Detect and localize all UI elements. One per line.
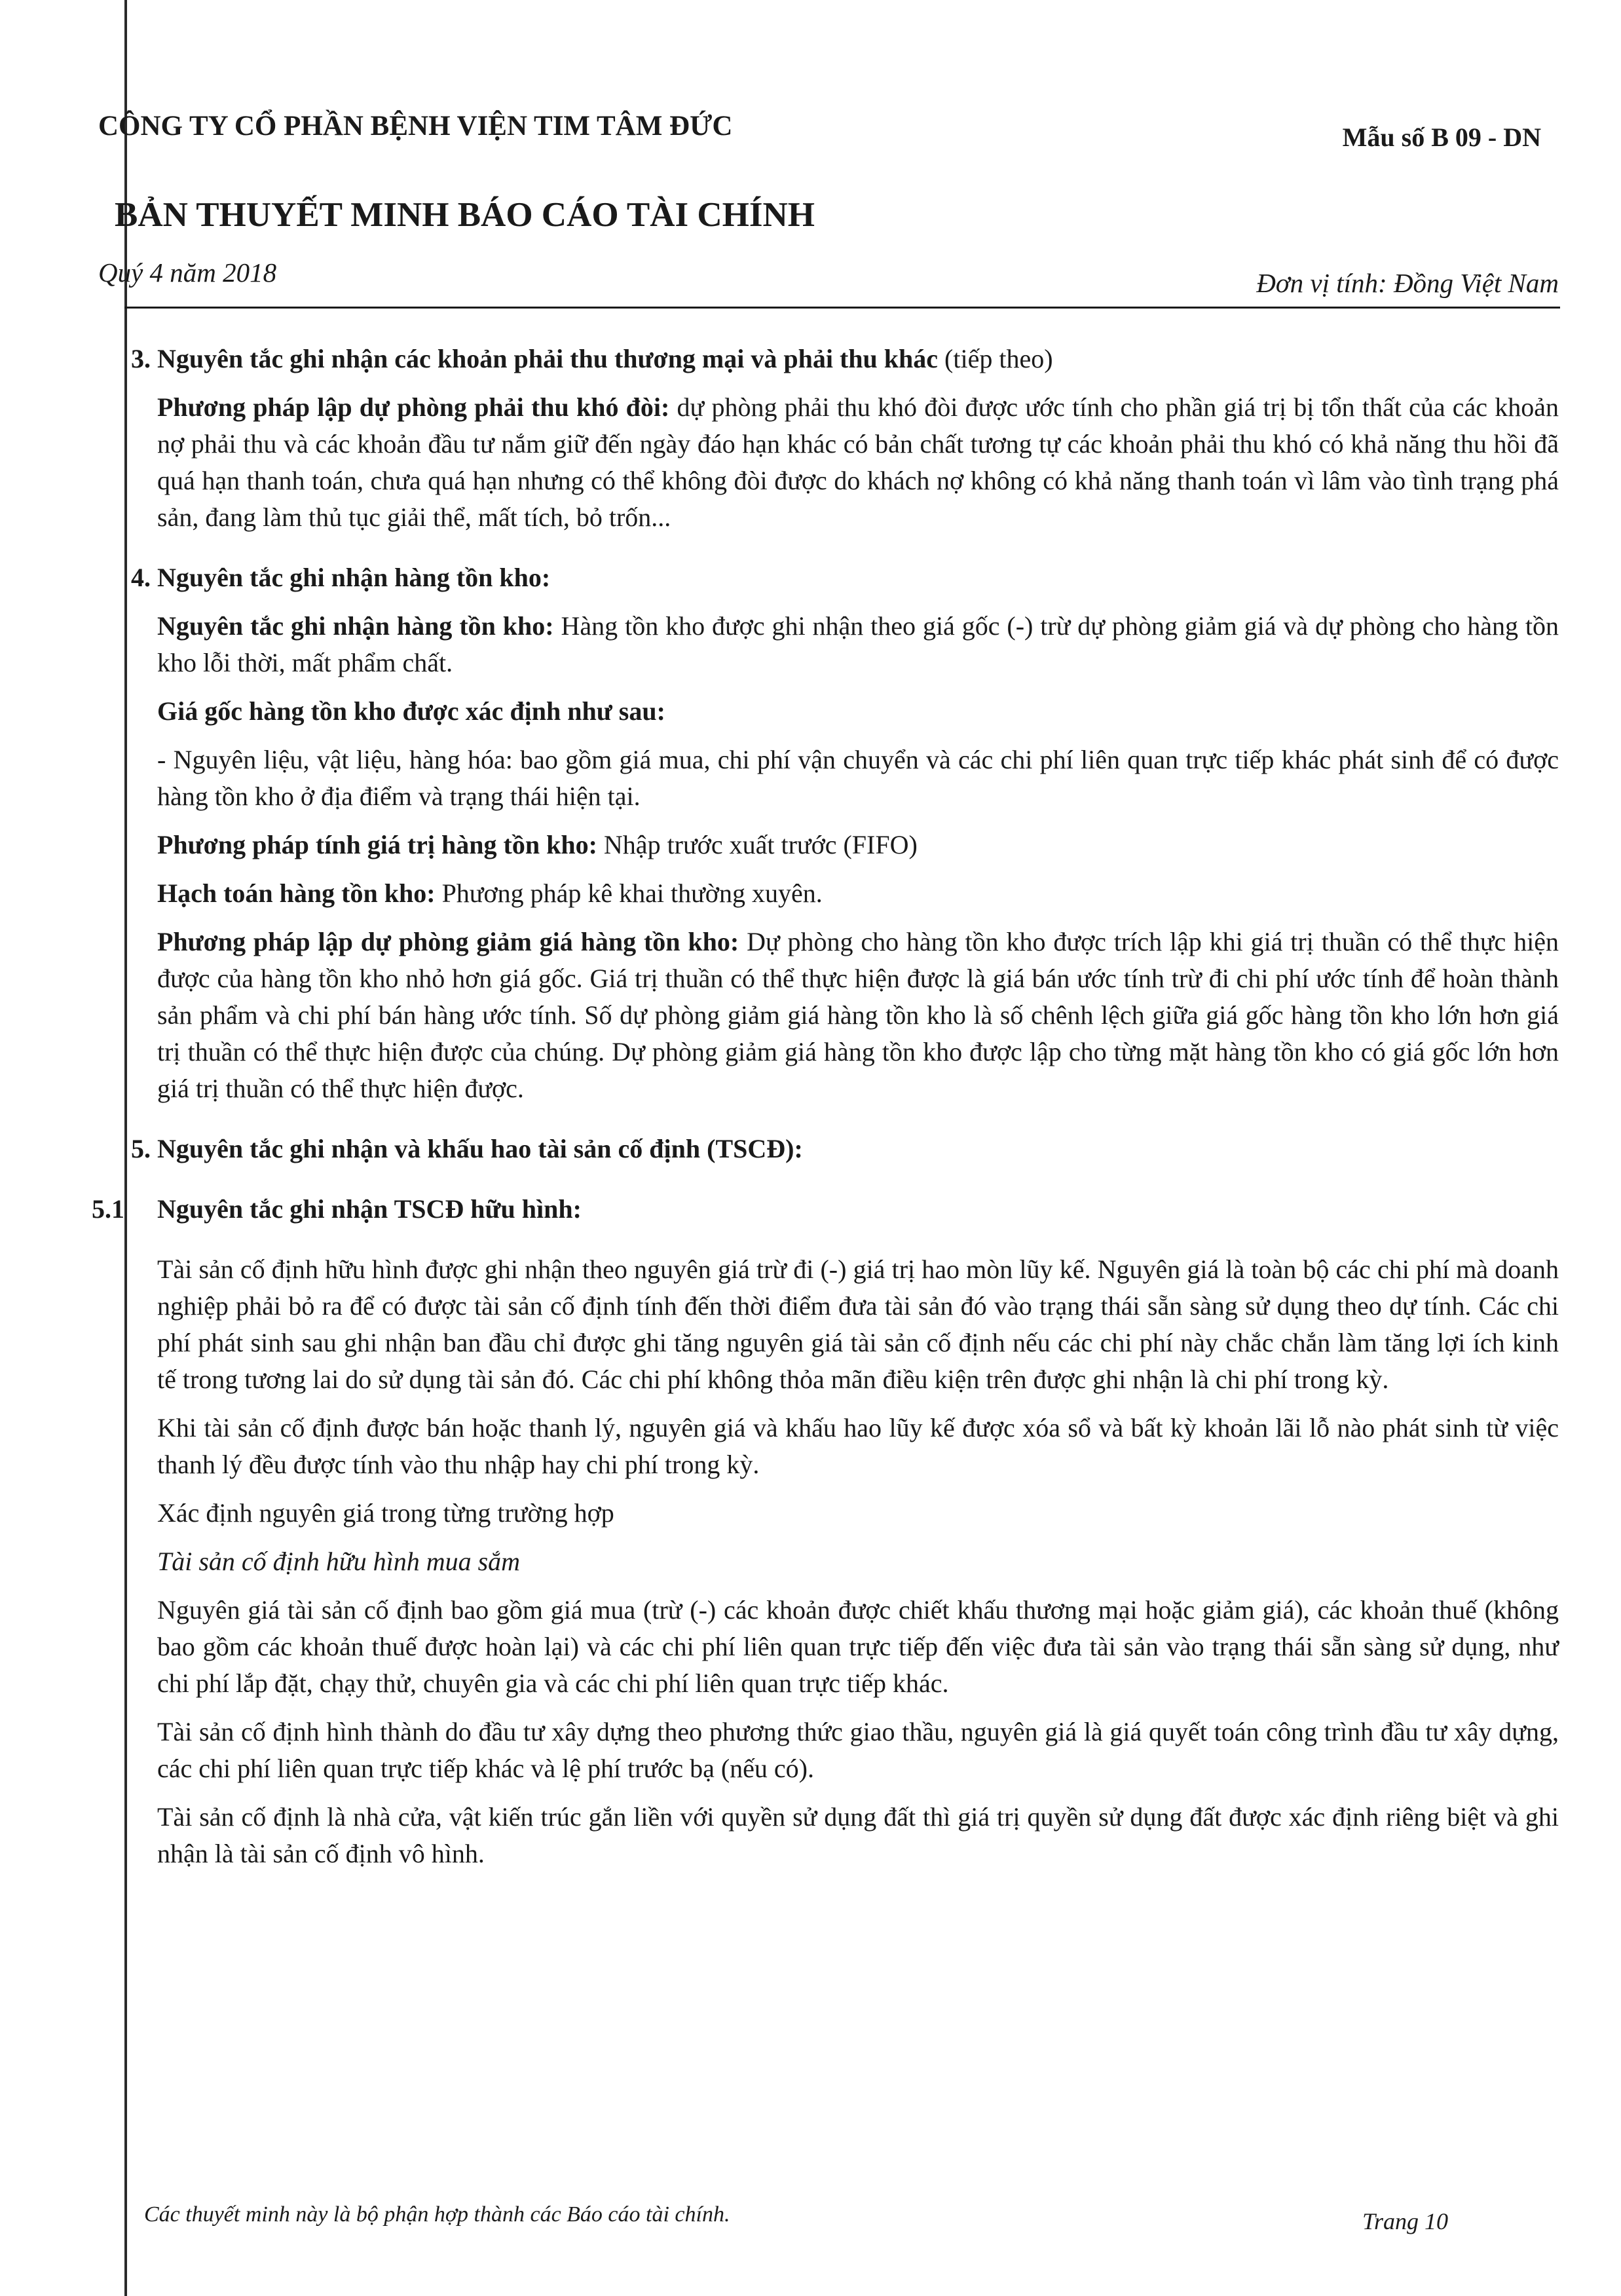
section-5-1-heading xyxy=(92,1191,1559,1228)
section-5-paragraph-4: Tài sản cố định hữu hình mua sắm xyxy=(157,1547,521,1576)
currency-unit: Đơn vị tính: Đồng Việt Nam xyxy=(1256,268,1559,298)
section-3-heading-bold: 3. Nguyên tắc ghi nhận các khoản phải thu thương mại và phải thu khác xyxy=(131,344,939,373)
section-4-paragraph-4 xyxy=(157,827,1559,863)
section-4-paragraph-6 xyxy=(157,924,1559,1107)
paragraph-label: Hạch toán hàng tồn kho: xyxy=(157,878,436,908)
paragraph-label: Phương pháp lập dự phòng phải thu khó đòi: xyxy=(157,392,670,422)
section-5-paragraph-2: Khi tài sản cố định được bán hoặc thanh lý, nguyên giá và khấu hao lũy kế được xóa sổ và bất kỳ khoản lãi lỗ nào phát sinh từ việc thanh lý đều được tính vào thu nhập hay chi phí trong kỳ. xyxy=(157,1413,1559,1479)
section-5-1-title: Nguyên tắc ghi nhận TSCĐ hữu hình: xyxy=(157,1194,582,1224)
document-body xyxy=(92,341,1559,1884)
report-title: BẢN THUYẾT MINH BÁO CÁO TÀI CHÍNH xyxy=(115,196,815,234)
section-5-paragraph-6: Tài sản cố định hình thành do đầu tư xây dựng theo phương thức giao thầu, nguyên giá là giá quyết toán công trình đầu tư xây dựng, các chi phí liên quan trực tiếp khác và lệ phí trước bạ (nếu có). xyxy=(157,1717,1559,1783)
paragraph-label: Nguyên tắc ghi nhận hàng tồn kho: xyxy=(157,611,554,641)
section-4-paragraph-5 xyxy=(157,875,1559,912)
section-5-paragraph-5: Nguyên giá tài sản cố định bao gồm giá mua (trừ (-) các khoản được chiết khấu thương mại hoặc giảm giá), các khoản thuế (không bao gồm các khoản thuế được hoàn lại) và các chi phí liên quan trực tiếp đến việc đưa tài sản vào trạng thái sẵn sàng sử dụng, như chi phí lắp đặt, chạy thử, chuyên gia và các chi phí liên quan trực tiếp khác. xyxy=(157,1595,1559,1698)
paragraph-text: Phương pháp kê khai thường xuyên. xyxy=(435,878,823,908)
paragraph-text: dự phòng phải thu khó đòi được ước tính cho phần giá trị bị tổn thất của các khoản nợ phải thu và các khoản đầu tư nắm giữ đến ngày đáo hạn khác có bản chất tương tự các khoản phải thu khó có khả năng thu hồi đã quá hạn thanh toán, chưa quá hạn nhưng có thể không đòi được do khách nợ không có khả năng thanh toán vì lâm vào tình trạng phá sản, đang làm thủ tục giải thể, mất tích, bỏ trốn... xyxy=(157,392,1559,532)
page-number: Trang 10 xyxy=(1362,2208,1449,2234)
form-number: Mẫu số B 09 - DN xyxy=(1342,122,1541,152)
section-5-paragraph-7: Tài sản cố định là nhà cửa, vật kiến trúc gắn liền với quyền sử dụng đất thì giá trị quyền sử dụng đất được xác định riêng biệt và ghi nhận là tài sản cố định vô hình. xyxy=(157,1802,1559,1868)
footer-note: Các thuyết minh này là bộ phận hợp thành các Báo cáo tài chính. xyxy=(144,2202,730,2227)
section-5-1-number: 5.1 xyxy=(92,1194,124,1224)
paragraph-text: Dự phòng cho hàng tồn kho được trích lập khi giá trị thuần có thể thực hiện được của hàng tồn kho nhỏ hơn giá gốc. Giá trị thuần có thể thực hiện được là giá bán ước tính trừ đi chi phí ước tính để hoàn thành sản phẩm và chi phí bán hàng ước tính. Số dự phòng giảm giá hàng tồn kho là số chênh lệch giữa giá gốc hàng tồn kho lớn hơn giá trị thuần có thể thực hiện được của chúng. Dự phòng giảm giá hàng tồn kho được lập cho từng mặt hàng tồn kho có giá gốc lớn hơn giá trị thuần có thể thực hiện được. xyxy=(157,927,1559,1103)
report-period: Quý 4 năm 2018 xyxy=(98,257,277,288)
section-3-heading-note: (tiếp theo) xyxy=(938,344,1053,373)
section-3-heading xyxy=(131,341,1559,377)
section-4-paragraph-2 xyxy=(157,693,1559,730)
paragraph-label: Giá gốc hàng tồn kho được xác định như sau: xyxy=(157,696,665,726)
section-5-paragraph-1: Tài sản cố định hữu hình được ghi nhận theo nguyên giá trừ đi (-) giá trị hao mòn lũy kế. Nguyên giá là toàn bộ các chi phí mà doanh nghiệp phải bỏ ra để có được tài sản cố định tính đến thời điểm đưa tài sản đó vào trạng thái sẵn sàng sử dụng theo dự tính. Các chi phí phát sinh sau ghi nhận ban đầu chỉ được ghi tăng nguyên giá tài sản cố định nếu các chi phí này chắc chắn làm tăng lợi ích kinh tế trong tương lai do sử dụng tài sản đó. Các chi phí không thỏa mãn điều kiện trên được ghi nhận là chi phí trong kỳ. xyxy=(157,1254,1559,1394)
margin-line xyxy=(124,0,127,2296)
section-5-heading: 5. Nguyên tắc ghi nhận và khấu hao tài sản cố định (TSCĐ): xyxy=(131,1134,803,1163)
section-4-heading: 4. Nguyên tắc ghi nhận hàng tồn kho: xyxy=(131,563,551,592)
paragraph-label: Phương pháp tính giá trị hàng tồn kho: xyxy=(157,830,597,859)
paragraph-label: Phương pháp lập dự phòng giảm giá hàng tồn kho: xyxy=(157,927,739,956)
paragraph-text: Nhập trước xuất trước (FIFO) xyxy=(597,830,918,859)
paragraph-text: Hàng tồn kho được ghi nhận theo giá gốc (-) trừ dự phòng giảm giá và dự phòng cho hàng tồn kho lỗi thời, mất phẩm chất. xyxy=(157,611,1559,677)
section-3-paragraph xyxy=(157,389,1559,536)
company-name: CÔNG TY CỔ PHẦN BỆNH VIỆN TIM TÂM ĐỨC xyxy=(98,111,733,141)
section-4-paragraph-1 xyxy=(157,608,1559,681)
section-4-paragraph-3: - Nguyên liệu, vật liệu, hàng hóa: bao gồm giá mua, chi phí vận chuyển và các chi phí liên quan trực tiếp khác phát sinh để có được hàng tồn kho ở địa điểm và trạng thái hiện tại. xyxy=(157,745,1559,811)
section-5-paragraph-3: Xác định nguyên giá trong từng trường hợp xyxy=(157,1498,614,1528)
header-divider xyxy=(124,307,1560,309)
